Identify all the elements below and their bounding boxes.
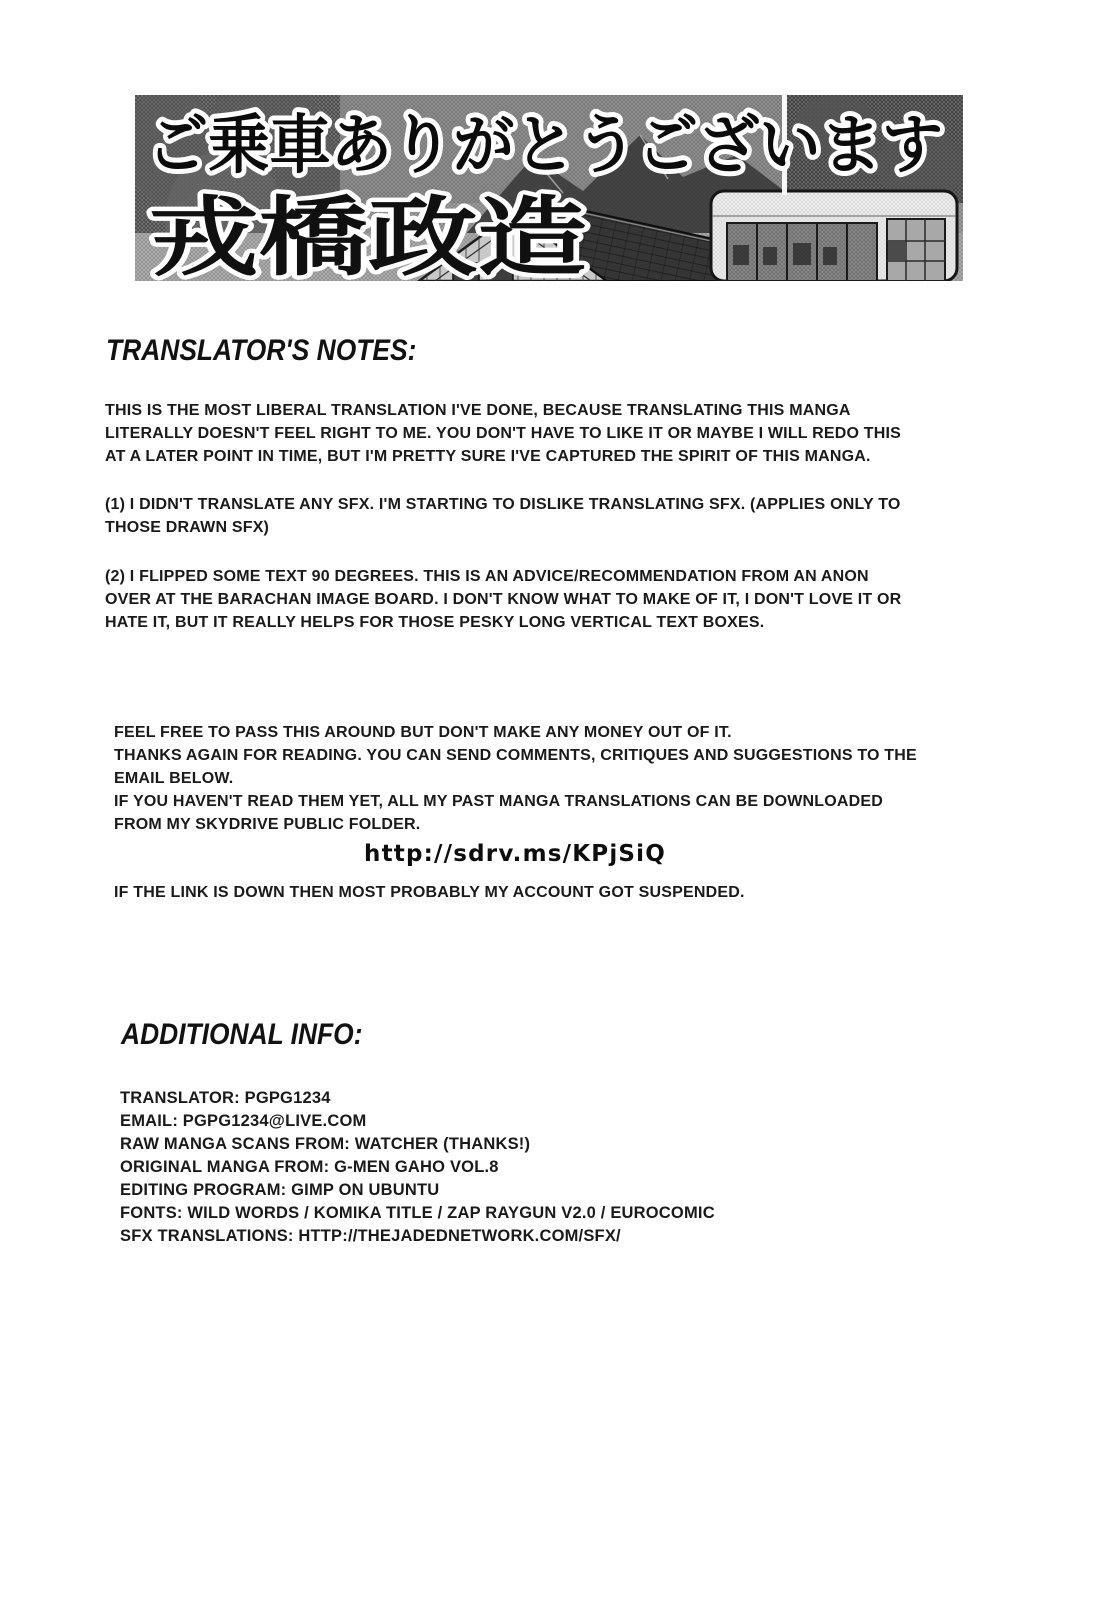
bus — [711, 191, 957, 281]
notes-paragraph-2 — [105, 493, 901, 539]
info-line-sfx-translations: SFX TRANSLATIONS: HTTP://THEJADEDNETWORK.COM/SFX/ — [120, 1227, 621, 1245]
banner-author-japanese: 戎橋政造 — [149, 187, 587, 281]
info-line-translator: TRANSLATOR: PGPG1234 — [120, 1089, 331, 1107]
text-line: FROM MY SKYDRIVE PUBLIC FOLDER. — [114, 816, 421, 833]
text-line: EMAIL BELOW. — [114, 770, 234, 787]
text-line: FEEL FREE TO PASS THIS AROUND BUT DON'T MAKE ANY MONEY OUT OF IT. — [114, 724, 732, 741]
text-line: THIS IS THE MOST LIBERAL TRANSLATION I'VE DONE, BECAUSE TRANSLATING THIS MANGA — [105, 402, 851, 419]
notes-closing-block — [114, 721, 917, 836]
additional-info-heading: ADDITIONAL INFO: — [121, 1018, 363, 1051]
text-line: THANKS AGAIN FOR READING. YOU CAN SEND COMMENTS, CRITIQUES AND SUGGESTIONS TO THE — [114, 747, 917, 764]
link-down-note: IF THE LINK IS DOWN THEN MOST PROBABLY MY ACCOUNT GOT SUSPENDED. — [114, 884, 745, 901]
text-line: LITERALLY DOESN'T FEEL RIGHT TO ME. YOU DON'T HAVE TO LIKE IT OR MAYBE I WILL REDO THIS — [105, 425, 902, 442]
text-line: THOSE DRAWN SFX) — [105, 519, 270, 536]
text-line: AT A LATER POINT IN TIME, BUT I'M PRETTY SURE I'VE CAPTURED THE SPIRIT OF THIS MANGA. — [105, 448, 871, 465]
text-line: HATE IT, BUT IT REALLY HELPS FOR THOSE PESKY LONG VERTICAL TEXT BOXES. — [105, 614, 765, 631]
info-line-raw-scans: RAW MANGA SCANS FROM: WATCHER (THANKS!) — [120, 1135, 531, 1153]
info-line-fonts: FONTS: WILD WORDS / KOMIKA TITLE / ZAP RAYGUN V2.0 / EUROCOMIC — [120, 1204, 715, 1222]
info-line-email: EMAIL: PGPG1234@LIVE.COM — [120, 1112, 367, 1130]
text-line: IF YOU HAVEN'T READ THEM YET, ALL MY PAST MANGA TRANSLATIONS CAN BE DOWNLOADED — [114, 793, 884, 810]
info-line-editing-program: EDITING PROGRAM: GIMP ON UBUNTU — [120, 1181, 440, 1199]
banner-artwork — [135, 95, 963, 281]
additional-info-list — [120, 1087, 715, 1248]
text-line: OVER AT THE BARACHAN IMAGE BOARD. I DON'T KNOW WHAT TO MAKE OF IT, I DON'T LOVE IT OR — [105, 591, 902, 608]
manga-title-banner — [135, 95, 963, 281]
skydrive-link-text: http://sdrv.ms/KPjSiQ — [364, 841, 666, 867]
info-line-original-manga: ORIGINAL MANGA FROM: G-MEN GAHO VOL.8 — [120, 1158, 499, 1176]
notes-paragraph-3 — [105, 565, 901, 634]
notes-paragraph-1 — [105, 399, 901, 468]
text-line: (1) I DIDN'T TRANSLATE ANY SFX. I'M STARTING TO DISLIKE TRANSLATING SFX. (APPLIES ONLY TO — [105, 496, 901, 513]
translators-notes-heading: TRANSLATOR'S NOTES: — [106, 334, 417, 367]
text-line: (2) I FLIPPED SOME TEXT 90 DEGREES. THIS IS AN ADVICE/RECOMMENDATION FROM AN ANON — [105, 568, 869, 585]
banner-title-japanese: ご乗車ありがとうございます — [147, 109, 943, 183]
